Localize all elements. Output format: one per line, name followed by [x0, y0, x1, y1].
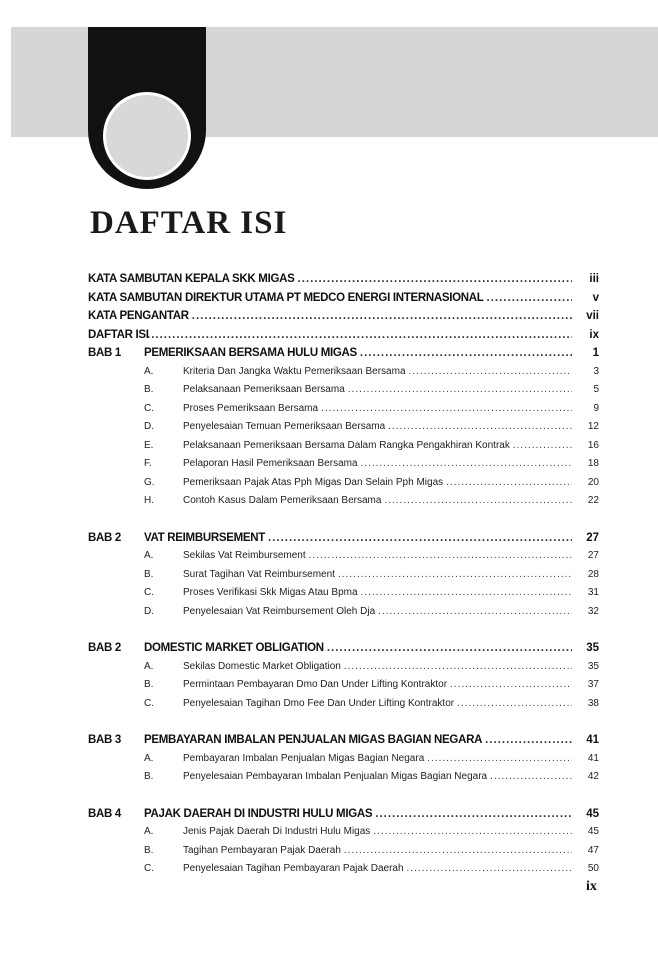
- dot-leader: [268, 529, 572, 548]
- toc-page-number: 32: [587, 605, 599, 617]
- section-title: Permintaan Pembayaran Dmo Dan Under Lifting Kontraktor: [183, 679, 448, 690]
- dot-leader: [348, 381, 572, 400]
- chapter-title: VAT REIMBURSEMENT: [144, 531, 265, 544]
- section-letter: B.: [144, 679, 154, 690]
- toc-entry-text: KATA SAMBUTAN KEPALA SKK MIGAS: [88, 273, 295, 285]
- toc-page-number: 50: [587, 863, 599, 874]
- toc-page-number: 42: [587, 771, 599, 782]
- toc-page-number: 22: [587, 495, 599, 506]
- section-letter: A.: [144, 365, 154, 377]
- chapter-number: BAB 2: [88, 642, 122, 654]
- toc-page-number: 45: [586, 807, 599, 820]
- toc-section-entry[interactable]: [88, 474, 599, 493]
- page-title: DAFTAR ISI: [90, 205, 288, 241]
- toc-section-entry[interactable]: [88, 455, 599, 474]
- table-of-contents: [88, 270, 599, 879]
- toc-entry-kata-sambutan-direktur[interactable]: [88, 289, 599, 308]
- section-title: Penyelesaian Vat Reimbursement Oleh Dja: [183, 605, 376, 617]
- chapter-title: PEMBAYARAN IMBALAN PENJUALAN MIGAS BAGIAN NEGARA: [144, 734, 483, 746]
- toc-chapter-entry[interactable]: [88, 344, 599, 363]
- toc-page-number: v: [592, 291, 599, 304]
- dot-leader: [344, 842, 572, 861]
- toc-section-entry[interactable]: [88, 381, 599, 400]
- toc-section-entry[interactable]: [88, 566, 599, 585]
- section-letter: C.: [144, 697, 154, 709]
- section-letter: D.: [144, 605, 154, 617]
- section-letter: C.: [144, 402, 154, 414]
- toc-page-number: vii: [586, 310, 599, 322]
- toc-section-entry[interactable]: [88, 418, 599, 437]
- chapter-number: BAB 2: [88, 531, 122, 544]
- dot-leader: [309, 547, 572, 566]
- section-letter: B.: [144, 844, 154, 856]
- toc-section-entry[interactable]: [88, 363, 599, 382]
- toc-page-number: 47: [587, 844, 599, 856]
- toc-section-entry[interactable]: [88, 584, 599, 603]
- dot-leader: [361, 584, 572, 603]
- chapter-title: PEMERIKSAAN BERSAMA HULU MIGAS: [144, 347, 357, 359]
- section-title: Penyelesaian Pembayaran Imbalan Penjualan Migas Bagian Negara: [183, 771, 488, 782]
- dot-leader: [409, 363, 573, 382]
- dot-leader: [485, 731, 572, 750]
- dot-leader: [407, 860, 572, 879]
- toc-section-entry[interactable]: [88, 823, 599, 842]
- toc-section-entry[interactable]: [88, 658, 599, 677]
- section-title: Pembayaran Imbalan Penjualan Migas Bagian Negara: [183, 752, 425, 764]
- section-title: Surat Tagihan Vat Reimbursement: [183, 568, 335, 580]
- section-title: Pemeriksaan Pajak Atas Pph Migas Dan Selain Pph Migas: [183, 476, 444, 488]
- dot-leader: [450, 676, 572, 695]
- toc-section-entry[interactable]: [88, 492, 599, 511]
- toc-page-number: 28: [587, 568, 599, 580]
- section-letter: G.: [144, 476, 155, 488]
- toc-section-entry[interactable]: [88, 437, 599, 456]
- section-title: Penyelesaian Tagihan Dmo Fee Dan Under Lifting Kontraktor: [183, 697, 455, 709]
- section-letter: B.: [144, 771, 154, 782]
- dot-leader: [427, 750, 572, 769]
- dot-leader: [321, 400, 572, 419]
- section-letter: H.: [144, 495, 154, 506]
- dot-leader: [446, 474, 572, 493]
- dot-leader: [513, 437, 572, 456]
- section-title: Tagihan Pembayaran Pajak Daerah: [183, 844, 341, 856]
- chapter-list: [88, 344, 599, 879]
- toc-chapter-entry[interactable]: [88, 639, 599, 658]
- toc-chapter-entry[interactable]: [88, 731, 599, 750]
- toc-page-number: ix: [589, 328, 599, 341]
- section-title: Pelaksanaan Pemeriksaan Bersama Dalam Rangka Pengakhiran Kontrak: [183, 439, 510, 451]
- dot-leader: [378, 603, 572, 622]
- section-title: Pelaksanaan Pemeriksaan Bersama: [183, 384, 345, 395]
- section-letter: A.: [144, 660, 154, 672]
- dot-leader: [373, 823, 572, 842]
- toc-section-entry[interactable]: [88, 547, 599, 566]
- toc-page-number: 31: [587, 587, 599, 598]
- toc-page-number: 5: [593, 384, 599, 395]
- chapter-title: DOMESTIC MARKET OBLIGATION: [144, 642, 324, 654]
- toc-entry-text: DAFTAR ISI: [88, 328, 149, 341]
- toc-page-number: 9: [593, 402, 599, 414]
- toc-page-number: 41: [586, 734, 599, 746]
- toc-section-entry[interactable]: [88, 860, 599, 879]
- dot-leader: [388, 418, 572, 437]
- toc-page-number: 27: [587, 550, 599, 561]
- dot-leader: [487, 289, 572, 308]
- section-letter: B.: [144, 384, 154, 395]
- chapter-circle-decoration: [103, 92, 191, 180]
- section-letter: A.: [144, 826, 154, 837]
- dot-leader: [490, 768, 572, 787]
- toc-section-entry[interactable]: [88, 676, 599, 695]
- dot-leader: [298, 270, 572, 289]
- toc-page-number: 35: [586, 642, 599, 654]
- chapter-number: BAB 4: [88, 807, 122, 820]
- dot-leader: [360, 344, 572, 363]
- toc-section-entry[interactable]: [88, 603, 599, 622]
- toc-chapter-entry[interactable]: [88, 805, 599, 824]
- section-letter: C.: [144, 587, 154, 598]
- section-title: Penyelesaian Temuan Pemeriksaan Bersama: [183, 421, 386, 432]
- page-folio: ix: [586, 879, 597, 894]
- section-title: Proses Verifikasi Skk Migas Atau Bpma: [183, 587, 358, 598]
- toc-chapter-entry[interactable]: [88, 529, 599, 548]
- dot-leader: [338, 566, 572, 585]
- section-title: Pelaporan Hasil Pemeriksaan Bersama: [183, 458, 358, 469]
- section-letter: C.: [144, 863, 154, 874]
- dot-leader: [327, 639, 572, 658]
- toc-entry-text: KATA PENGANTAR: [88, 310, 189, 322]
- section-letter: A.: [144, 752, 154, 764]
- toc-section-entry[interactable]: [88, 695, 599, 714]
- dot-leader: [344, 658, 572, 677]
- section-letter: D.: [144, 421, 154, 432]
- chapter-title: PAJAK DAERAH DI INDUSTRI HULU MIGAS: [144, 807, 373, 820]
- toc-page-number: 45: [587, 826, 599, 837]
- toc-page-number: 3: [593, 365, 599, 377]
- toc-page-number: 20: [587, 476, 599, 488]
- section-title: Penyelesaian Tagihan Pembayaran Pajak Daerah: [183, 863, 404, 874]
- toc-page-number: 38: [587, 697, 599, 709]
- toc-entry-daftar-isi[interactable]: [88, 326, 599, 345]
- toc-section-entry[interactable]: [88, 750, 599, 769]
- toc-section-entry[interactable]: [88, 768, 599, 787]
- toc-page-number: iii: [589, 273, 599, 285]
- section-title: Jenis Pajak Daerah Di Industri Hulu Migas: [183, 826, 371, 837]
- section-letter: E.: [144, 439, 154, 451]
- section-letter: A.: [144, 550, 154, 561]
- toc-page-number: 41: [587, 752, 599, 764]
- toc-page-number: 16: [587, 439, 599, 451]
- toc-entry-kata-pengantar[interactable]: [88, 307, 599, 326]
- toc-page-number: 27: [586, 531, 599, 544]
- dot-leader: [361, 455, 572, 474]
- toc-page-number: 1: [592, 347, 599, 359]
- dot-leader: [457, 695, 572, 714]
- section-title: Contoh Kasus Dalam Pemeriksaan Bersama: [183, 495, 382, 506]
- section-title: Sekilas Vat Reimbursement: [183, 550, 306, 561]
- dot-leader: [147, 326, 572, 345]
- toc-section-entry[interactable]: [88, 400, 599, 419]
- toc-entry-text: KATA SAMBUTAN DIREKTUR UTAMA PT MEDCO ENERGI INTERNASIONAL: [88, 291, 484, 304]
- section-letter: B.: [144, 568, 154, 580]
- dot-leader: [375, 805, 572, 824]
- toc-page-number: 12: [587, 421, 599, 432]
- section-title: Sekilas Domestic Market Obligation: [183, 660, 341, 672]
- dot-leader: [384, 492, 572, 511]
- toc-page-number: 18: [587, 458, 599, 469]
- toc-page-number: 35: [587, 660, 599, 672]
- toc-section-entry[interactable]: [88, 842, 599, 861]
- section-title: Proses Pemeriksaan Bersama: [183, 402, 319, 414]
- toc-entry-kata-sambutan-kepala[interactable]: [88, 270, 599, 289]
- dot-leader: [192, 307, 572, 326]
- chapter-number: BAB 3: [88, 734, 122, 746]
- toc-page-number: 37: [587, 679, 599, 690]
- chapter-number: BAB 1: [88, 347, 122, 359]
- section-title: Kriteria Dan Jangka Waktu Pemeriksaan Bersama: [183, 365, 406, 377]
- section-letter: F.: [144, 458, 152, 469]
